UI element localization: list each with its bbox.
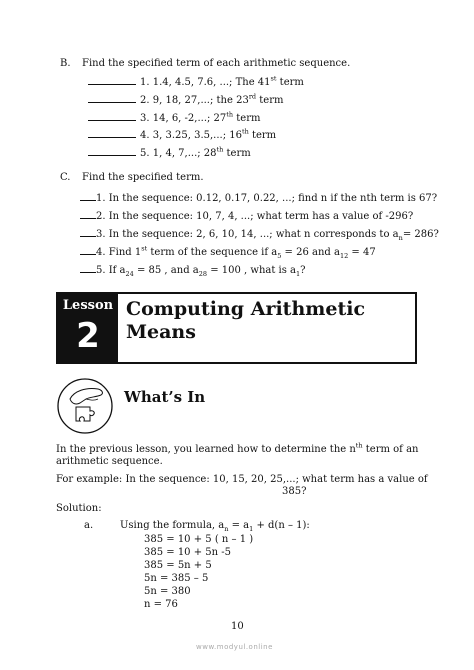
step-line: 385 = 10 + 5 ( n – 1 ) xyxy=(144,534,254,545)
answer-blank[interactable] xyxy=(88,128,136,138)
section-b-instruction: Find the specified term of each arithmetic sequence. xyxy=(82,58,351,69)
step-label: a. xyxy=(84,520,94,531)
whats-in-heading: What’s In xyxy=(124,388,206,406)
step-line: 5n = 385 – 5 xyxy=(144,573,209,584)
solution-steps xyxy=(144,533,253,611)
step-line: n = 76 xyxy=(144,599,178,610)
section-c-instruction: Find the specified term. xyxy=(82,172,204,183)
c-item-2: 2. In the sequence: 10, 7, 4, ...; what term has a value of -296? xyxy=(80,209,413,223)
step-line: 385 = 5n + 5 xyxy=(144,560,212,571)
example-paragraph: For example: In the sequence: 10, 15, 20, 25,...; what term has a value of 385? xyxy=(56,474,428,497)
b-item-3: 3. 14, 6, -2,...; 27th term xyxy=(88,111,260,125)
c-item-3: 3. In the sequence: 2, 6, 10, 14, ...; what n corresponds to $a_n= 286$? xyxy=(80,227,439,241)
answer-blank[interactable] xyxy=(88,111,136,121)
step-line: 385 = 10 + 5n -5 xyxy=(144,547,232,558)
answer-blank[interactable] xyxy=(80,191,96,201)
solution-label: Solution: xyxy=(56,503,102,514)
lesson-number-block xyxy=(58,294,118,362)
step-line: 5n = 380 xyxy=(144,586,191,597)
answer-blank[interactable] xyxy=(80,209,96,219)
section-c-letter: C. xyxy=(60,172,71,183)
section-b-letter: B. xyxy=(60,58,71,69)
answer-blank[interactable] xyxy=(88,146,136,156)
c-item-5: 5. If $a_{24} = 85$ , and $a_{28} = 100$ , what is $a_1$? xyxy=(80,263,306,277)
lesson-label: Lesson xyxy=(62,298,114,313)
b-item-5: 5. 1, 4, 7,...; 28th term xyxy=(88,146,251,160)
lesson-title: Computing Arithmetic Means xyxy=(126,298,366,343)
formula-line: Using the formula, $a_n = a_1 + d(n - 1)$: xyxy=(120,520,310,533)
b-item-4: 4. 3, 3.25, 3.5,...; 16th term xyxy=(88,128,276,142)
answer-blank[interactable] xyxy=(88,75,136,85)
b-item-1: 1. 1.4, 4.5, 7.6, ...; The 41st term xyxy=(88,75,304,89)
lesson-number: 2 xyxy=(76,316,100,356)
c-item-1: 1. In the sequence: 0.12, 0.17, 0.22, ...; find n if the nth term is 67? xyxy=(80,191,437,205)
puzzle-hand-icon xyxy=(56,377,114,435)
answer-blank[interactable] xyxy=(80,227,96,237)
lesson-banner xyxy=(56,292,417,364)
answer-blank[interactable] xyxy=(88,93,136,103)
page-number: 10 xyxy=(231,621,244,632)
watermark: www.modyul.online xyxy=(196,643,273,651)
b-item-2: 2. 9, 18, 27,...; the 23rd term xyxy=(88,93,283,107)
c-item-4: 4. Find 1st term of the sequence if $a_5 = 26$ and $a_{12} = 47$ xyxy=(80,245,376,259)
intro-paragraph: In the previous lesson, you learned how to determine the $n^{th}$ term of an arithmetic sequence. xyxy=(56,441,419,467)
answer-blank[interactable] xyxy=(80,263,96,273)
answer-blank[interactable] xyxy=(80,245,96,255)
